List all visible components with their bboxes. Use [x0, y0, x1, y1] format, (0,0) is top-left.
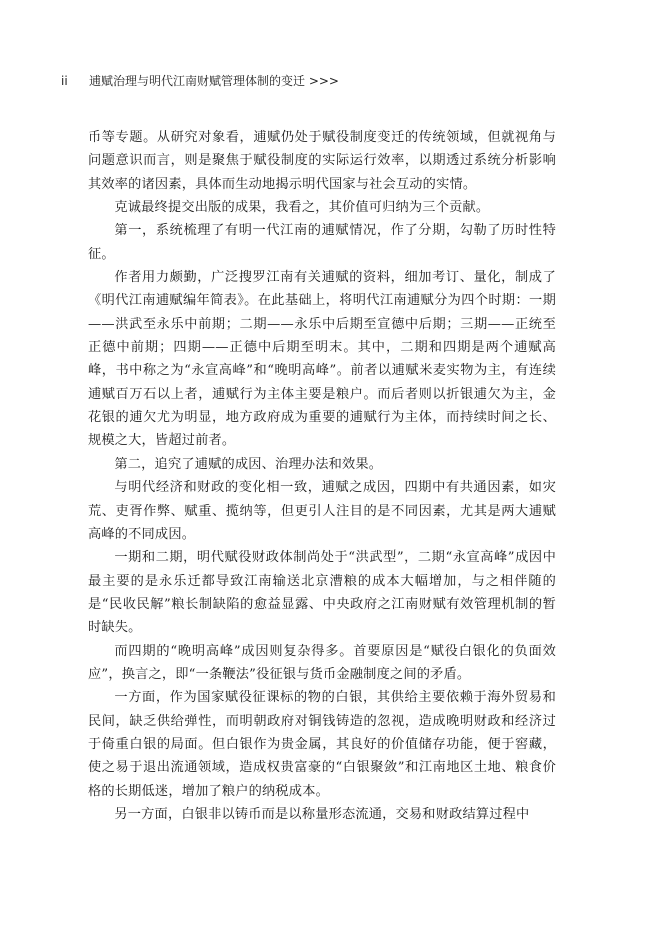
page-number: ii: [61, 74, 68, 88]
paragraph: 一期和二期，明代赋役财政体制尚处于“洪武型”，二期“永宣高峰”成因中最主要的是永乐迁都导致江南输送北京漕粮的成本大幅增加，与之相伴随的是“民收民解”粮长制缺陷的愈益显露、中央政府之江南财赋有效管理机制的暂时缺失。: [88, 550, 556, 636]
paragraph: 第一，系统梳理了有明一代江南的逋赋情况，作了分期，勾勒了历时性特征。: [88, 223, 556, 262]
paragraph: 另一方面，白银非以铸币而是以称量形态流通，交易和财政结算过程中: [114, 806, 530, 822]
paragraph: 与明代经济和财政的变化相一致，逋赋之成因，四期中有共通因素，如灾荒、吏胥作弊、赋重、揽纳等，但更引人注目的是不同因素，尤其是两大逋赋高峰的不同成因。: [88, 480, 556, 542]
paragraph: 克诚最终提交出版的成果，我看之，其价值可归纳为三个贡献。: [114, 200, 490, 216]
paragraph: 而四期的“晚明高峰”成因则复杂得多。首要原因是“赋役白银化的负面效应”，换言之，即“一条鞭法”役征银与货币金融制度之间的矛盾。: [88, 643, 556, 682]
main-text: [88, 126, 556, 826]
paragraph: 币等专题。从研究对象看，逋赋仍处于赋役制度变迁的传统领域，但就视角与问题意识而言，则是聚焦于赋役制度的实际运行效率，以期透过系统分析影响其效率的诸因素，具体而生动地揭示明代国家与社会互动的实情。: [88, 130, 556, 192]
paragraph: 作者用力颇勤，广泛搜罗江南有关逋赋的资料，细加考订、量化，制成了《明代江南逋赋编年简表》。在此基础上，将明代江南逋赋分为四个时期：一期——洪武至永乐中前期；二期——永乐中后期至宣德中后期；三期——正统至正德中前期；四期——正德中后期至明末。其中，二期和四期是两个逋赋高峰，书中称之为“永宣高峰”和“晚明高峰”。前者以逋赋米麦实物为主，有连续逋赋百万石以上者，逋赋行为主体主要是粮户。而后者则以折银逋欠为主，金花银的逋欠尤为明显，地方政府成为重要的逋赋行为主体，而持续时间之长、规模之大，皆超过前者。: [88, 270, 556, 449]
paragraph: 第二，追究了逋赋的成因、治理办法和效果。: [114, 456, 383, 472]
running-title: 逋赋治理与明代江南财赋管理体制的变迁 >>>: [89, 74, 339, 88]
paragraph: 一方面，作为国家赋役征课标的物的白银，其供给主要依赖于海外贸易和民间，缺乏供给弹性，而明朝政府对铜钱铸造的忽视，造成晚明财政和经济过于倚重白银的局面。但白银作为贵金属，其良好的价值储存功能，便于窖藏，使之易于退出流通领域，造成权贵富豪的“白银聚敛”和江南地区土地、粮食价格的长期低迷，增加了粮户的纳税成本。: [88, 690, 556, 799]
running-header: [61, 73, 601, 89]
